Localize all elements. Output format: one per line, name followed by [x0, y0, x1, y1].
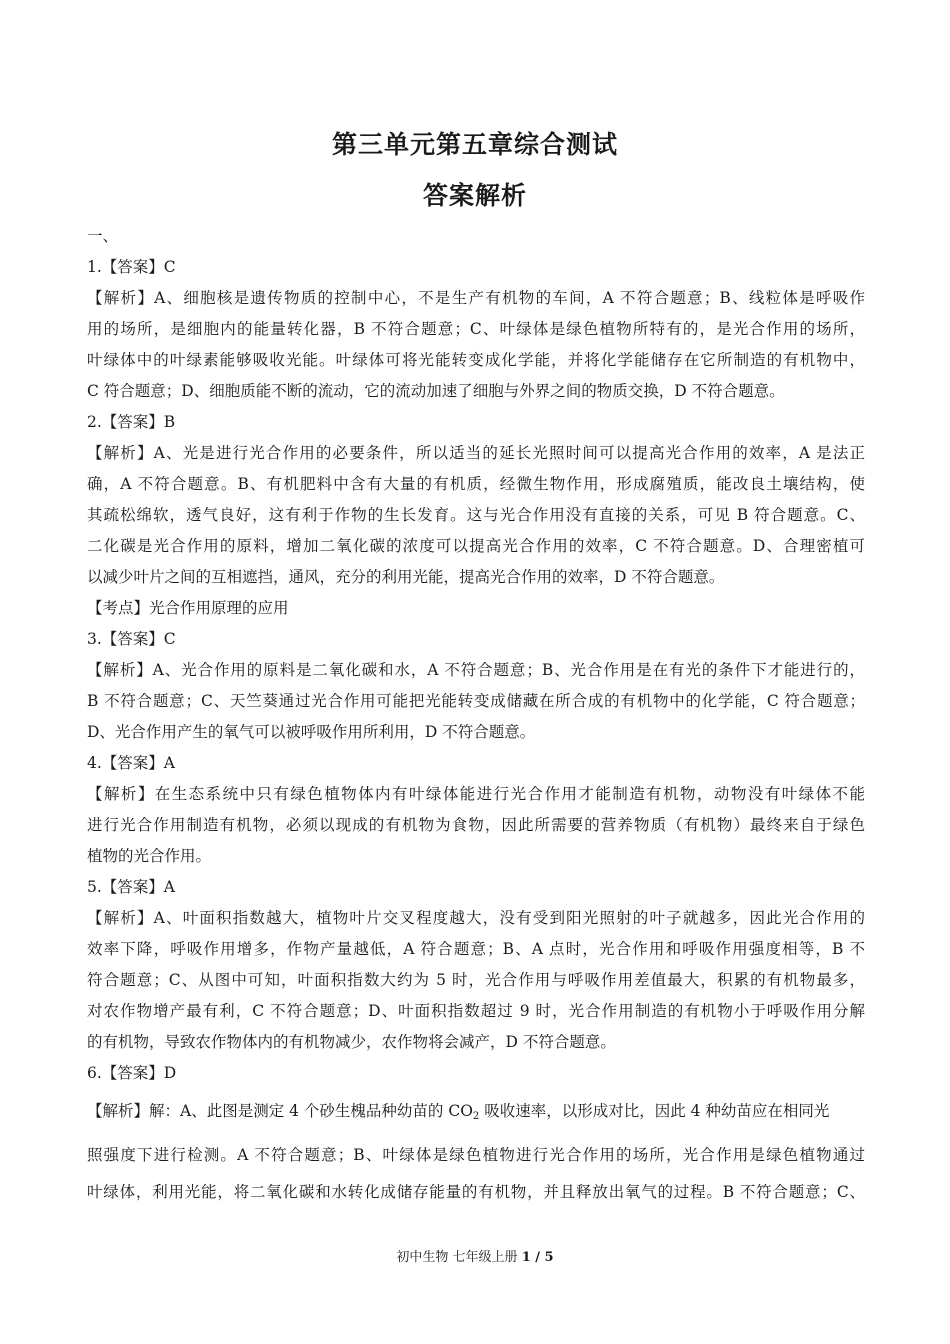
explanation-line: 叶绿体中的叶绿素能够吸收光能。叶绿体可将光能转变成化学能，并将化学能储存在它所制造的有机物中，: [87, 351, 865, 369]
answer-line-4: 4.【答案】A: [87, 754, 175, 772]
explanation-line: 确，A 不符合题意。B、有机肥料中含有大量的有机质，经微生物作用，形成腐殖质，能改良土壤结构，使: [87, 475, 865, 493]
page-title: 第三单元第五章综合测试: [331, 130, 618, 159]
explanation-line: 【解析】A、叶面积指数越大，植物叶片交叉程度越大，没有受到阳光照射的叶子就越多，因此光合作用的: [87, 909, 865, 927]
explanation-line: 【解析】A、光是进行光合作用的必要条件，所以适当的延长光照时间可以提高光合作用的效率，A 是法正: [87, 444, 865, 462]
section-heading: 一、: [87, 227, 119, 245]
explanation-line: 照强度下进行检测。A 不符合题意；B、叶绿体是绿色植物进行光合作用的场所，光合作用是绿色植物通过: [87, 1146, 865, 1164]
explanation-text: 【解析】解：A、此图是测定 4 个砂生槐品种幼苗的 CO: [87, 1102, 473, 1120]
explanation-line: 其疏松绵软，透气良好，这有利于作物的生长发育。这与光合作用没有直接的关系，可见 B 符合题意。C、: [87, 506, 865, 524]
answer-line-6: 6.【答案】D: [87, 1064, 177, 1082]
explanation-line: 效率下降，呼吸作用增多，作物产量越低，A 符合题意；B、A 点时，光合作用和呼吸作用强度相等，B 不: [87, 940, 865, 958]
answer-line-1: 1.【答案】C: [87, 258, 176, 276]
page-subtitle: 答案解析: [422, 181, 527, 210]
footer-text: 初中生物 七年级上册: [396, 1250, 518, 1265]
explanation-line: 【解析】A、细胞核是遗传物质的控制中心，不是生产有机物的车间，A 不符合题意；B、线粒体是呼吸作: [87, 289, 865, 307]
page-footer: [0, 1246, 950, 1265]
explanation-line: 符合题意；C、从图中可知，叶面积指数大约为 5 时，光合作用与呼吸作用差值最大，积累的有机物最多，: [87, 971, 865, 989]
explanation-line: 【解析】A、光合作用的原料是二氧化碳和水，A 不符合题意；B、光合作用是在有光的条件下才能进行的，: [87, 661, 865, 679]
explanation-line: 叶绿体，利用光能，将二氧化碳和水转化成储存能量的有机物，并且释放出氧气的过程。B 不符合题意；C、: [87, 1183, 865, 1201]
answer-line-2: 2.【答案】B: [87, 413, 176, 431]
explanation-line: 植物的光合作用。: [87, 847, 212, 865]
answer-body: [87, 221, 865, 1208]
explanation-line: 对农作物增产最有利，C 不符合题意；D、叶面积指数超过 9 时，光合作用制造的有机物小于呼吸作用分解: [87, 1002, 865, 1020]
explanation-line: 以减少叶片之间的互相遮挡，通风，充分的利用光能，提高光合作用的效率，D 不符合题意。: [87, 568, 725, 586]
explanation-line: 进行光合作用制造有机物，必须以现成的有机物为食物，因此所需要的营养物质（有机物）最终来自于绿色: [87, 816, 865, 834]
explanation-line: C 符合题意；D、细胞质能不断的流动，它的流动加速了细胞与外界之间的物质交换，D 不符合题意。: [87, 382, 785, 400]
explanation-line-with-formula: [87, 1089, 865, 1133]
knowledge-point: 【考点】光合作用原理的应用: [87, 599, 289, 617]
answer-line-5: 5.【答案】A: [87, 878, 175, 896]
explanation-line: B 不符合题意；C、天竺葵通过光合作用可能把光能转变成储藏在所合成的有机物中的化学能，C 符合题意；: [87, 692, 865, 710]
explanation-line: D、光合作用产生的氧气可以被呼吸作用所利用，D 不符合题意。: [87, 723, 536, 741]
page-number: 1 / 5: [521, 1250, 554, 1265]
answer-line-3: 3.【答案】C: [87, 630, 176, 648]
explanation-text: 吸收速率，以形成对比，因此 4 种幼苗应在相同光: [479, 1102, 830, 1120]
co2-subscript: 2: [472, 1111, 480, 1122]
explanation-line: 用的场所，是细胞内的能量转化器，B 不符合题意；C、叶绿体是绿色植物所特有的，是光合作用的场所，: [87, 320, 865, 338]
explanation-line: 二化碳是光合作用的原料，增加二氧化碳的浓度可以提高光合作用的效率，C 不符合题意。D、合理密植可: [87, 537, 865, 555]
explanation-line: 的有机物，导致农作物体内的有机物减少，农作物将会减产，D 不符合题意。: [87, 1033, 616, 1051]
explanation-line: 【解析】在生态系统中只有绿色植物体内有叶绿体能进行光合作用才能制造有机物，动物没有叶绿体不能: [87, 785, 865, 803]
